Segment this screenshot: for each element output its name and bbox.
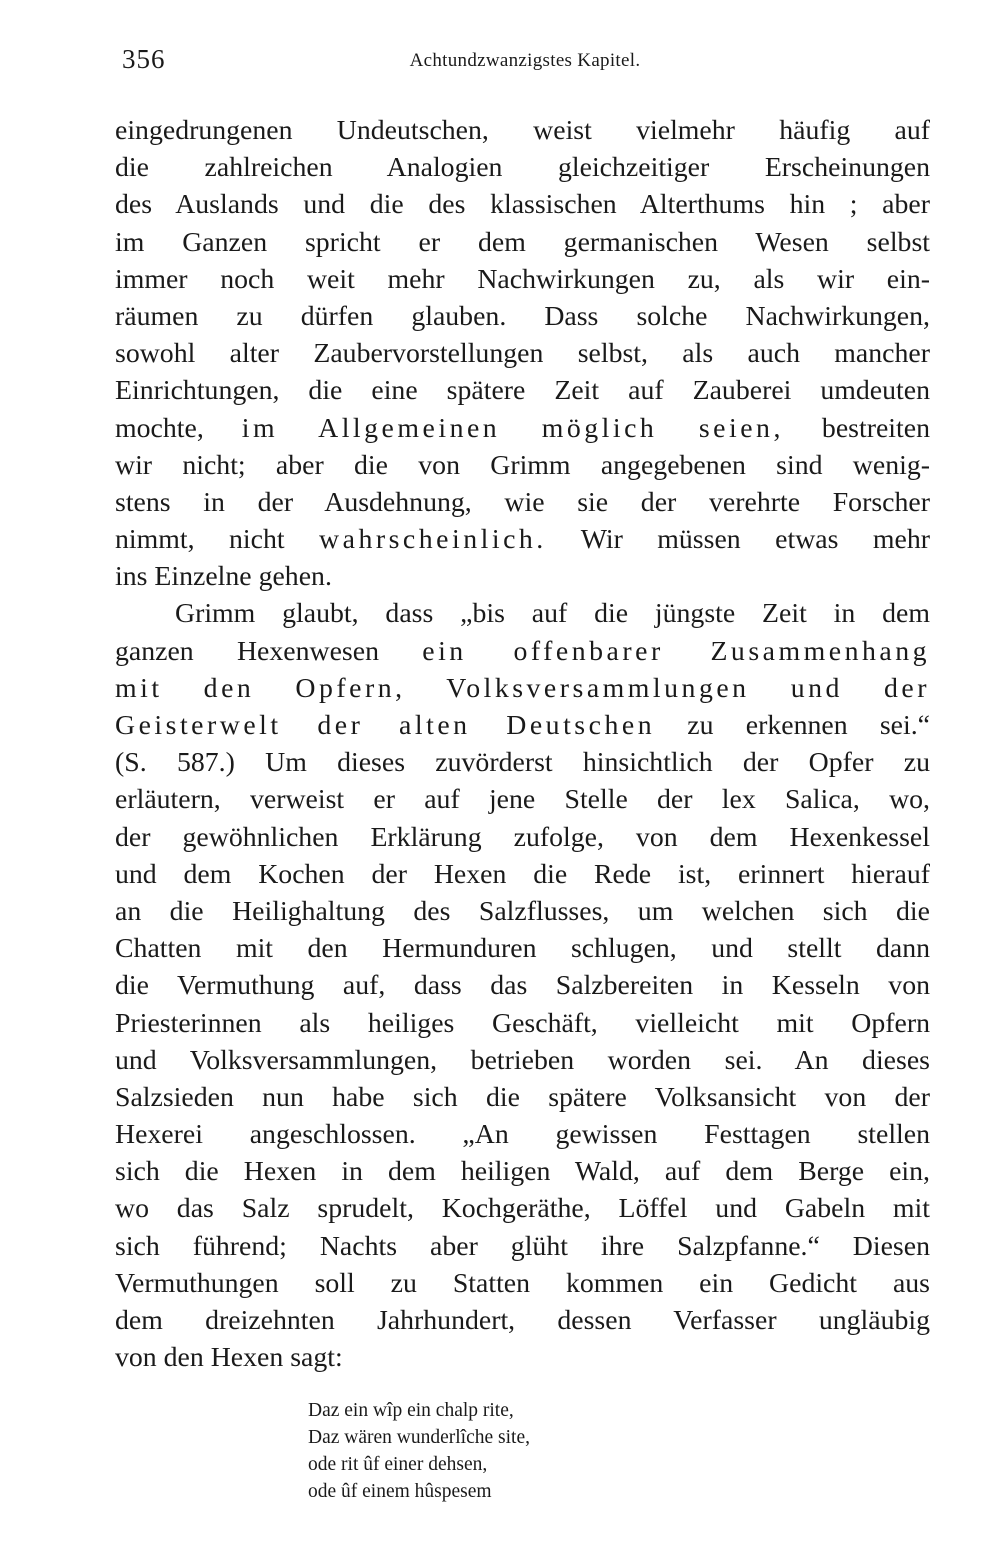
poem-line: ode rit ûf einer dehsen, — [308, 1454, 488, 1475]
text-line: räumen zu dürfen glauben. Dass solche Nachwirkungen, — [115, 300, 930, 332]
text-line: erläutern, verweist er auf jene Stelle der lex Salica, wo, — [115, 784, 930, 816]
text-line: Einrichtungen, die eine spätere Zeit auf Zauberei umdeuten — [115, 375, 930, 407]
text-line: eingedrungenen Undeutschen, weist vielmehr häufig auf — [115, 115, 930, 146]
text-line — [115, 670, 930, 707]
text-line: immer noch weit mehr Nachwirkungen zu, als wir ein- — [115, 263, 930, 295]
text-line — [115, 410, 930, 447]
text-fragment: bestreiten — [783, 412, 930, 444]
body-text — [115, 112, 930, 1376]
text-line: sich die Hexen in dem heiligen Wald, auf dem Berge ein, — [115, 1156, 930, 1188]
spaced-emphasis: mit den Opfern, Volksversammlungen und der — [115, 672, 930, 704]
spaced-emphasis: ein offenbarer Zusammenhang — [422, 635, 930, 667]
text-line: Salzsieden nun habe sich die spätere Volksansicht von der — [115, 1081, 930, 1113]
text-line: und Volksversammlungen, betrieben worden sei. An dieses — [115, 1044, 930, 1076]
text-line — [115, 707, 930, 744]
poem-line: ode ûf einem hûspesem — [308, 1481, 492, 1502]
text-line: des Auslands und die des klassischen Alterthums hin ; aber — [115, 189, 930, 221]
page-header — [110, 44, 940, 84]
text-line: an die Heilighaltung des Salzflusses, um welchen sich die — [115, 895, 930, 927]
text-fragment: mochte, — [115, 412, 242, 444]
text-line: sowohl alter Zaubervorstellungen selbst, als auch mancher — [115, 338, 930, 370]
text-line: im Ganzen spricht er dem germanischen Wesen selbst — [115, 226, 930, 258]
text-line: Chatten mit den Hermunduren schlugen, und stellt dann — [115, 933, 930, 965]
text-line: die Vermuthung auf, dass das Salzbereiten in Kesseln von — [115, 970, 930, 1002]
page-number: 356 — [122, 44, 166, 74]
poem-quote — [308, 1397, 530, 1505]
text-line: ins Einzelne gehen. — [115, 561, 332, 593]
text-fragment: nimmt, nicht — [115, 524, 320, 556]
poem-line: Daz wären wunderlîche site, — [308, 1427, 530, 1448]
text-line — [115, 521, 930, 558]
text-line: (S. 587.) Um dieses zuvörderst hinsichtlich der Opfer zu — [115, 747, 930, 779]
text-line: dem dreizehnten Jahrhundert, dessen Verfasser ungläubig — [115, 1305, 930, 1336]
text-line: Grimm glaubt, dass „bis auf die jüngste Zeit in dem — [175, 598, 930, 630]
text-line: Priesterinnen als heiliges Geschäft, vielleicht mit Opfern — [115, 1007, 930, 1039]
text-line: Vermuthungen soll zu Statten kommen ein Gedicht aus — [115, 1267, 930, 1299]
text-fragment: Wir müssen etwas mehr — [546, 524, 930, 556]
spaced-emphasis: im Allgemeinen möglich seien, — [241, 412, 784, 444]
text-fragment: zu erkennen sei.“ — [655, 710, 930, 741]
running-title: Achtundzwanzigstes Kapitel. — [409, 50, 641, 71]
spaced-emphasis: wahrscheinlich. — [319, 524, 547, 556]
text-fragment: ganzen Hexenwesen — [115, 635, 423, 667]
text-line: Hexerei angeschlossen. „An gewissen Festtagen stellen — [115, 1119, 930, 1151]
text-line: wo das Salz sprudelt, Kochgeräthe, Löffel und Gabeln mit — [115, 1193, 930, 1225]
text-line: und dem Kochen der Hexen die Rede ist, erinnert hierauf — [115, 858, 930, 890]
text-line: sich führend; Nachts aber glüht ihre Salzpfanne.“ Diesen — [115, 1230, 930, 1262]
poem-line: Daz ein wîp ein chalp rite, — [308, 1400, 514, 1421]
text-line: wir nicht; aber die von Grimm angegebenen sind wenig- — [115, 449, 930, 481]
text-line: stens in der Ausdehnung, wie sie der verehrte Forscher — [115, 486, 930, 518]
text-line: der gewöhnlichen Erklärung zufolge, von dem Hexenkessel — [115, 821, 930, 853]
text-line: von den Hexen sagt: — [115, 1342, 343, 1374]
text-line: die zahlreichen Analogien gleichzeitiger Erscheinungen — [115, 152, 930, 184]
spaced-emphasis: Geisterwelt der alten Deutschen — [115, 710, 656, 741]
text-line — [115, 633, 930, 670]
